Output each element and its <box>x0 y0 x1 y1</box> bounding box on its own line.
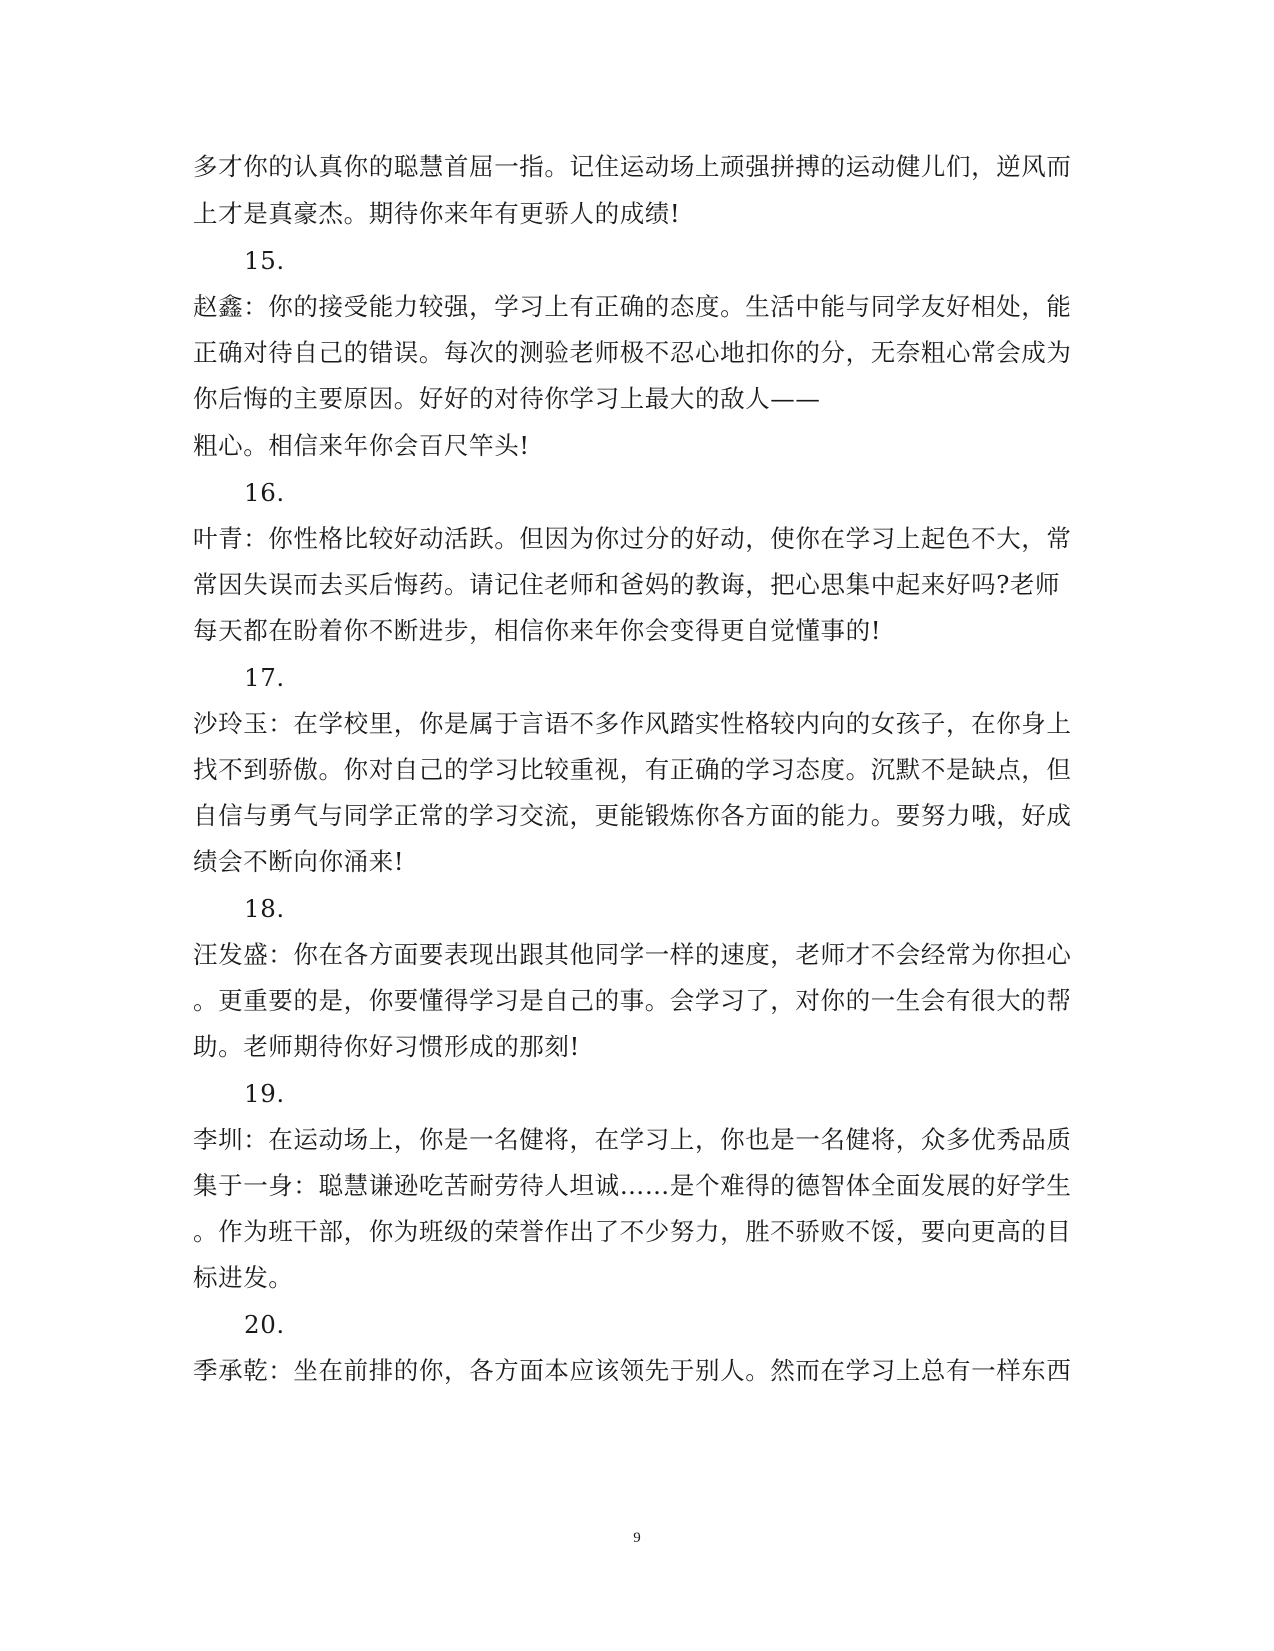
body-text-line: 每天都在盼着你不断进步，相信你来年你会变得更自觉懂事的! <box>193 616 882 645</box>
body-text-line: 赵鑫：你的接受能力较强，学习上有正确的态度。生活中能与同学友好相处，能 <box>193 292 1072 321</box>
entry-number: 20. <box>244 1310 285 1339</box>
body-text-line: 你后悔的主要原因。好好的对待你学习上最大的敌人—— <box>193 384 821 413</box>
body-text-line: 李圳：在运动场上，你是一名健将，在学习上，你也是一名健将，众多优秀品质 <box>193 1125 1072 1154</box>
body-text-line: 多才你的认真你的聪慧首屈一指。记住运动场上顽强拼搏的运动健儿们，逆风而 <box>193 152 1072 181</box>
body-text-line: 上才是真豪杰。期待你来年有更骄人的成绩! <box>193 199 681 228</box>
body-text-line: 绩会不断向你涌来! <box>193 847 405 876</box>
body-text-line: 自信与勇气与同学正常的学习交流，更能锻炼你各方面的能力。要努力哦，好成 <box>193 801 1072 830</box>
body-text-line: 正确对待自己的错误。每次的测验老师极不忍心地扣你的分，无奈粗心常会成为 <box>193 338 1072 367</box>
body-text-line: 叶青：你性格比较好动活跃。但因为你过分的好动，使你在学习上起色不大，常 <box>193 524 1072 553</box>
entry-number: 15. <box>244 246 285 275</box>
entry-number: 19. <box>244 1079 285 1108</box>
body-text-line: 。作为班干部，你为班级的荣誉作出了不少努力，胜不骄败不馁，要向更高的目 <box>193 1217 1072 1246</box>
entry-number: 16. <box>244 478 285 507</box>
entry-number: 17. <box>244 663 285 692</box>
body-text-line: 沙玲玉：在学校里，你是属于言语不多作风踏实性格较内向的女孩子，在你身上 <box>193 709 1072 738</box>
body-text-line: 助。老师期待你好习惯形成的那刻! <box>193 1032 580 1061</box>
body-text-line: 找不到骄傲。你对自己的学习比较重视，有正确的学习态度。沉默不是缺点，但 <box>193 755 1072 784</box>
body-text-line: 汪发盛：你在各方面要表现出跟其他同学一样的速度，老师才不会经常为你担心 <box>193 940 1072 969</box>
entry-number: 18. <box>244 894 285 923</box>
body-text-line: 季承乾：坐在前排的你，各方面本应该领先于别人。然而在学习上总有一样东西 <box>193 1356 1072 1385</box>
body-text-line: 标进发。 <box>193 1263 294 1292</box>
body-text-line: 。更重要的是，你要懂得学习是自己的事。会学习了，对你的一生会有很大的帮 <box>193 986 1072 1015</box>
body-text-line: 集于一身：聪慧谦逊吃苦耐劳待人坦诚……是个难得的德智体全面发展的好学生 <box>193 1171 1072 1200</box>
page-number: 9 <box>633 1530 641 1546</box>
body-text-line: 粗心。相信来年你会百尺竿头! <box>193 431 530 460</box>
body-text-line: 常因失误而去买后悔药。请记住老师和爸妈的教诲，把心思集中起来好吗?老师 <box>193 570 1061 599</box>
